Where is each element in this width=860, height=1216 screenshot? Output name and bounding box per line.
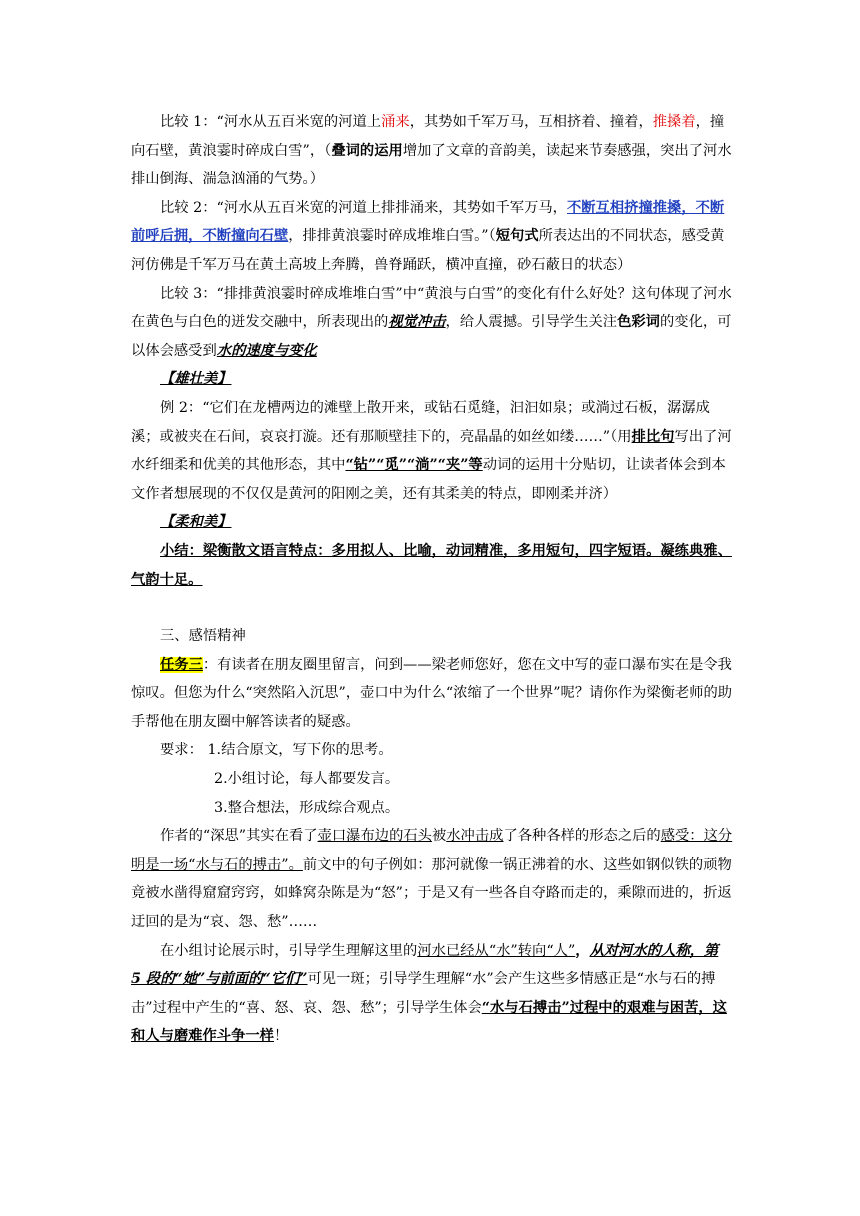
text-run: 例 2：“它们在龙槽两边的滩壁上散开来，或钻石觅缝，汩汩如泉；或淌过石板，潺潺成溪；或被夹在石间，哀哀打漩。还有那顺壁挂下的，亮晶晶的如丝如缕……”（用 [131,399,710,445]
emphasis-text: 水的速度与变化 [216,342,317,359]
text-run: ，其势如千军万马，互相挤着、撞着， [409,114,653,130]
example-2-paragraph [131,394,733,508]
requirements-label: 要求： [160,742,203,759]
section-title-text: 三、感悟精神 [160,628,246,645]
bold-term: 短句式 [495,228,539,245]
requirement-text: 2.小组讨论，每人都要发言。 [214,771,400,788]
document-body [131,108,733,1051]
bold-underlined-term: 排比句 [631,428,675,445]
text-run: 比较 1：“河水从五百米宽的河道上 [160,114,382,130]
text-run: 在小组讨论展示时，引导学生理解这里的 [160,942,418,959]
discussion-paragraph [131,937,733,1051]
comparison-3-paragraph [131,280,733,366]
highlight-red-text: 涌来 [381,114,410,130]
heading-rouhe [131,508,733,537]
text-run: 所表达出的不同状态，感受黄河仿佛是千军万马在黄土高坡上奔腾，兽脊踊跃，横冲直撞，砂石蔽日的状态） [131,228,725,273]
emphasis-text: 视觉冲击 [388,314,446,331]
bold-underlined-term: “钻”“觅”“淌”“夹”等 [345,457,483,474]
text-run: 了各种各样的形态之后的 [503,828,661,845]
task-3-paragraph [131,651,733,737]
highlight-red-text: 推搡着 [652,114,696,130]
heading-xiongzhuang [131,365,733,394]
text-run: 增加了文章的音韵美，读起来节奏感强，突出了河水排山倒海、湍急汹涌的气势。） [131,142,732,188]
underlined-text: 水冲击成 [446,828,504,845]
requirement-text: 3.整合想法，形成综合观点。 [214,799,400,816]
text-run: ，排排黄浪霎时碎成堆堆白雪。”（ [288,228,496,245]
heading-text: 【柔和美】 [160,514,232,531]
heading-text: 【雄壮美】 [160,371,232,388]
underlined-text: 河水已经从“水”转向“人” [417,942,576,959]
requirement-item-3 [131,794,733,823]
summary-text: 小结：梁衡散文语言特点：多用拟人、比喻，动词精准，多用短句，四字短语。凝练典雅、气韵十足。 [131,542,732,588]
bold-underlined-text: “水与石搏击”过程中的艰难与困苦，这和人与磨难作斗争一样 [131,999,727,1045]
requirement-item-1 [131,736,733,765]
emphasis-text: 从对河水的人称，第 5 段的“她”与前面的“它们” [131,942,719,988]
text-run: 可见一斑；引导学生理解“水”会产生这些多情感正是“水与石的搏击”过程中产生的“喜、怒、哀、怨、愁”；引导学生体会 [131,971,716,1016]
requirement-item-2 [131,765,733,794]
blank-line [131,594,733,622]
underlined-text: 感受：这分明是一场“水与石的搏击”。 [131,828,733,873]
text-run: 作者的“深思”其实在看了 [160,828,318,845]
highlight-blue-text: 不断互相挤撞推搡，不断前呼后拥，不断撞向石壁 [131,199,725,245]
bold-term: 色彩词 [617,314,660,331]
summary-paragraph [131,537,733,594]
text-run: 动词的运用十分贴切，让读者体会到本文作者想展现的不仅仅是黄河的阳刚之美，还有其柔美的特点，即刚柔并济） [131,457,726,502]
text-run: ，撞向石壁，黄浪霎时碎成白雪”，（ [131,114,725,159]
text-run: 前文中的句子例如：那河就像一锅正沸着的水、这些如钢似铁的顽物竟被水凿得窟窟窍窍，如蜂窝杂陈是为“怒”；于是又有一些各自夺路而走的，乘隙而进的，折返迂回的是为“哀、怨、愁”…… [131,856,732,931]
comparison-1-paragraph [131,108,733,194]
text-run: ，给人震撼。引导学生关注 [445,314,618,331]
text-run: 的变化，可以体会感受到 [131,314,732,359]
section-3-title [131,622,733,651]
deep-thought-paragraph [131,822,733,936]
bold-term: 叠词的运用 [331,142,403,159]
text-run: 写出了河水纤细柔和优美的其他形态，其中 [131,428,732,474]
text-run: ！ [273,1028,289,1045]
text-run: ：有读者在朋友圈里留言，问到——梁老师您好，您在文中写的壶口瀑布实在是令我惊叹。但您为什么“突然陷入沉思”，壶口中为什么“浓缩了一个世界”呢？请你作为梁衡老师的助手帮他在朋友圈中解答读者的疑惑。 [131,656,733,730]
comparison-2-paragraph [131,194,733,280]
text-run: 比较 3：“排排黄浪霎时碎成堆堆白雪”中“黄浪与白雪”的变化有什么好处？这句体现了河水在黄色与白色的迸发交融中，所表现出的 [131,285,732,331]
text-run: ， [575,942,590,959]
text-run: 被 [431,828,447,845]
text-run: 比较 2：“河水从五百米宽的河道上排排涌来，其势如千军万马， [160,199,567,216]
task-label: 任务三 [160,656,203,673]
requirement-text: 1.结合原文，写下你的思考。 [207,742,393,759]
underlined-text: 壶口瀑布边的石头 [317,828,432,845]
